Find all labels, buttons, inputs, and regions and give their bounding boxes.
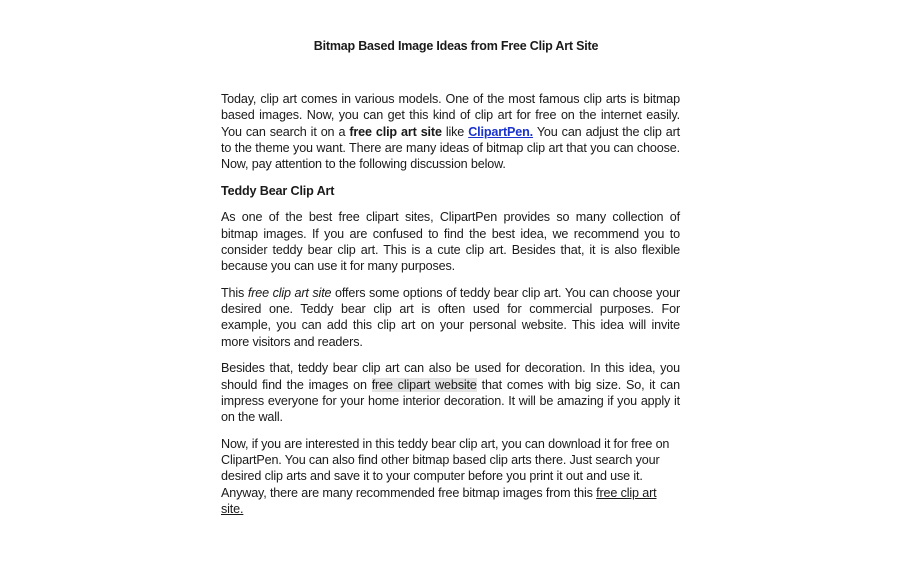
paragraph-options <box>221 285 680 350</box>
download-text-a: Now, if you are interested in this teddy bear clip art, you can download it for free on ClipartPen. You can also find other bitmap based clip arts there. Just search your desired clip arts and save it to your computer before you print it out and use it. Anyway, there are many recommended free bitmap images from this <box>221 436 670 500</box>
paragraph-intro <box>221 91 680 172</box>
intro-text-b: like <box>441 124 469 139</box>
options-text-b: offers some options of teddy bear clip art. You can choose your desired one. Teddy bear clip art is often used for commercial purposes. For example, you can add this clip art on your personal website. This idea will invite more visitors and readers. <box>221 285 680 349</box>
decoration-text-a: Besides that, teddy bear clip art can also be used for decoration. In this idea, you should find the images on <box>221 361 680 392</box>
intro-bold-phrase: free clip art site <box>349 124 442 139</box>
options-text-a: This <box>221 285 248 300</box>
section-heading: Teddy Bear Clip Art <box>221 183 335 198</box>
document-body <box>221 91 680 528</box>
paragraph-download <box>221 436 680 517</box>
intro-text-a: Today, clip art comes in various models. One of the most famous clip arts is bitmap based images. Now, you can get this kind of clip art for free on the internet easily. You can search it on a <box>221 92 680 139</box>
intro-text-c: You can adjust the clip art to the theme you want. There are many ideas of bitmap clip art that you can choose. Now, pay attention to the following discussion below. <box>221 124 680 172</box>
document-title: Bitmap Based Image Ideas from Free Clip Art Site <box>313 39 599 53</box>
clipartpen-link[interactable]: ClipartPen. <box>468 124 534 139</box>
free-clipart-website-link[interactable]: free clipart website <box>371 377 477 392</box>
paragraph-decoration <box>221 360 680 425</box>
paragraph-collection: As one of the best free clipart sites, ClipartPen provides so many collection of bitmap images. If you are confused to find the best idea, we recommend you to consider teddy bear clip art. This is a cute clip art. Besides that, it is also flexible because you can use it for many purposes. <box>221 210 680 274</box>
free-clip-art-site-link[interactable]: free clip art site. <box>221 485 657 517</box>
decoration-text-b: that comes with big size. So, it can impress everyone for your home interior decoration. It will be amazing if you apply it on the wall. <box>221 377 680 425</box>
options-italic-phrase: free clip art site <box>247 285 332 300</box>
